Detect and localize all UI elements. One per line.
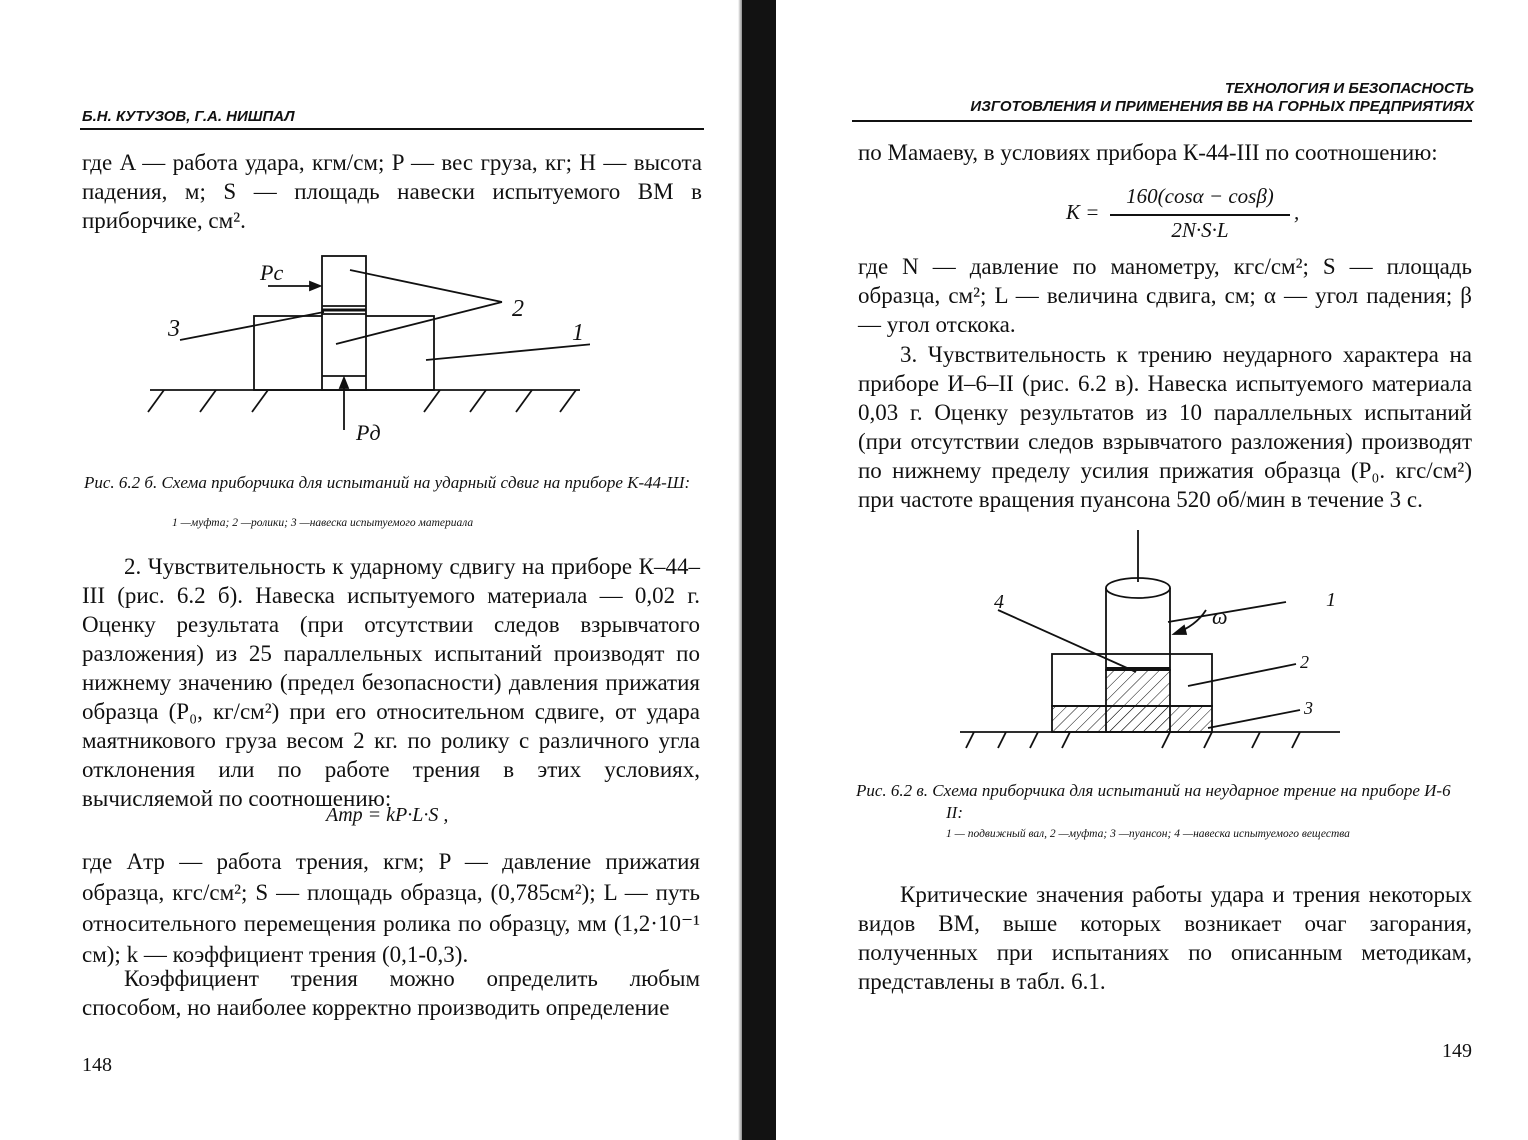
formula-numerator: 160(cosα − cosβ) [1126,184,1274,208]
paragraph-where-n [858,252,1472,339]
formula-friction-work: Aтр = kP·L·S , [326,804,449,826]
punch [1106,670,1170,732]
paragraph-intro [82,148,702,235]
label-3: 3 [1304,698,1313,718]
formula-k [1066,184,1326,248]
page-number-left: 148 [82,1054,112,1076]
figure-6-2b [140,248,590,448]
paragraph-mamaev [858,138,1472,167]
page-number-right: 149 [1442,1040,1472,1062]
paragraph-text: Критические значения работы удара и трения некоторых видов ВМ, выше которых возникает очаг загорания, полученных при испытаниях по описанным методикам, представлены в табл. 6.1. [858,882,1472,994]
paragraph-text: 3. Чувствительность к трению неударного характера на приборе И–6–II (рис. 6.2 в). Навеска испытуемого материала 0,03 г. Оценку результатов из 10 параллельных испытаний (при отсутствии следов взрывчатого разложения) производят по нижнему пределу усилия прижатия образца (P₀. кгс/см²) при частоте вращения пуансона 520 об/мин в течение 3 с. [858,342,1472,512]
paragraph-text: 2. Чувствительность к ударному сдвигу на приборе К–44–III (рис. 6.2 б). Навеска испытуемого материала — 0,02 г. Оценку результата (при отсутствии следов взрывчатого разложения) из 25 параллельных испытаний производят по нижнему значению (предел безопасности) давления прижатия образца (P₀, кг/см²) при его относительном сдвиге, от удара маятникового груза весом 2 кг. по ролику с различного угла отклонения или по работе трения в этих условиях, вычисляемой по соотношению: [82,554,700,811]
label-2: 2 [512,296,524,322]
figure-caption-right [856,780,1466,824]
figure-6-2v [960,530,1350,760]
label-pc: Pc [260,260,284,285]
paragraph-text: Коэффициент трения можно определить любым способом, но наиболее корректно производить определение [82,966,700,1020]
label-1: 1 [572,320,584,346]
paragraph-where [82,846,700,970]
label-omega: ω [1212,604,1228,629]
fraction-bar [1110,214,1290,216]
formula-tail: , [1294,200,1300,224]
header-rule [80,128,704,130]
right-page [776,0,1528,1140]
figure-legend-left: 1 —муфта; 2 —ролики; 3 —навеска испытуемого материала [172,517,474,529]
roller-column [322,256,366,390]
figure-legend-right: 1 — подвижный вал, 2 —муфта; 3 —пуансон; 4 —навеска испытуемого вещества [946,828,1350,840]
caption-text: Рис. 6.2 в. Схема приборчика для испытаний на неударное трение на приборе И-6 II: [856,781,1451,822]
paragraph-coefficient [82,964,700,1022]
paragraph-critical-values [858,880,1472,996]
paragraph-friction-sensitivity [858,340,1472,514]
book-spine [742,0,776,1140]
caption-text: Рис. 6.2 б. Схема приборчика для испытаний на ударный сдвиг на приборе К-44-Ш: [84,473,691,492]
label-4: 4 [994,591,1004,613]
paragraph-text: где N — давление по манометру, кгс/см²; S — площадь образца, см²; L — величина сдвига, см; α — угол падения; β — угол отскока. [858,254,1472,337]
paragraph-text: где A — работа удара, кгм/см; P — вес груза, кг; H — высота падения, м; S — площадь навески испытуемого ВМ в приборчике, см². [82,150,702,233]
formula-denominator: 2N·S·L [1171,218,1229,242]
left-page [0,0,738,1140]
label-pd: Pд [356,420,381,445]
paragraph-text: где Aтр — работа трения, кгм; P — давление прижатия образца, кгс/см²; S — площадь образца, (0,785см²); L — путь относительного перемещения ролика по образцу, мм (1,2·10⁻¹ см); k — коэффициент трения (0,1-0,3). [82,849,700,967]
label-3: 3 [168,316,180,342]
running-header-right-line2: ИЗГОТОВЛЕНИЯ И ПРИМЕНЕНИЯ ВВ НА ГОРНЫХ ПРЕДПРИЯТИЯХ [970,98,1474,115]
label-2: 2 [1300,652,1309,672]
formula-lhs: K = [1066,200,1100,224]
paragraph-impact-shear [82,552,700,813]
running-header-right-line1: ТЕХНОЛОГИЯ И БЕЗОПАСНОСТЬ [1224,80,1474,97]
label-1: 1 [1326,589,1336,611]
running-header-left: Б.Н. КУТУЗОВ, Г.А. НИШПАЛ [82,108,295,125]
movable-shaft [1106,588,1170,670]
paragraph-text: по Мамаеву, в условиях прибора К-44-III по соотношению: [858,140,1438,165]
figure-caption-left [84,472,698,494]
header-rule [852,120,1472,122]
